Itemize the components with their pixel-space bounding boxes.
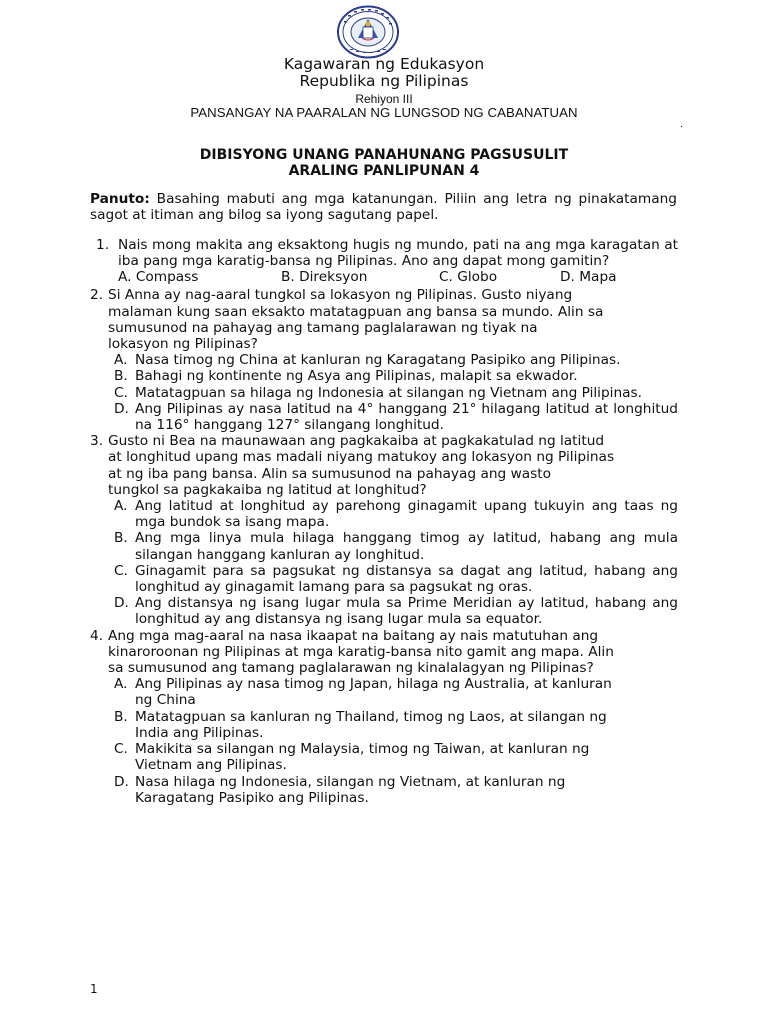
choice-b (90, 709, 678, 741)
question-1 (90, 237, 678, 285)
region-name: Rehiyon III (355, 92, 413, 106)
question-line: tungkol sa pagkakaiba ng latitud at longhitud? (108, 481, 427, 498)
choice-text: Ang distansya ng isang lugar mula sa Prime Meridian ay latitud, habang ang longhitud ay ang distansya ng isang lugar mula sa equator. (135, 595, 678, 628)
choice-d (90, 595, 678, 627)
choice-letter: A. (114, 352, 128, 369)
choices-row (118, 269, 678, 285)
instructions (90, 191, 677, 223)
choice-text: Ang Pilipinas ay nasa latitud na 4° hanggang 21° hilagang latitud at longhitud na 116° hanggang 127° silangang longhitud. (135, 400, 678, 434)
choice-line: Karagatang Pasipiko ang Pilipinas. (135, 789, 369, 806)
question-number: 3. (90, 433, 104, 450)
choice-c: C. Globo (439, 269, 498, 286)
choice-c (90, 385, 678, 401)
republic-name: Republika ng Pilipinas (299, 72, 469, 90)
agency-name: Kagawaran ng Edukasyon (283, 55, 485, 73)
question-line: at ng iba pang bansa. Alin sa sumusunod na pahayag ang wasto (108, 465, 552, 482)
choice-letter: A. (114, 498, 128, 515)
question-text (108, 287, 678, 352)
choice-list (90, 352, 678, 433)
question-line: Ang mga mag-aaral na nasa ikaapat na baitang ay nais matutuhan ang (108, 627, 599, 644)
choice-d (90, 401, 678, 433)
choice-line: ng China (135, 692, 196, 709)
question-text: Nais mong makita ang eksaktong hugis ng mundo, pati na ang mga karagatan at iba pang mga karatig-bansa ng Pilipinas. Ano ang dapat mong gamitin? (118, 237, 678, 270)
question-line: sumusunod na pahayag ang tamang paglalarawan ng tiyak na (108, 319, 538, 336)
choice-line: Ang Pilipinas ay nasa timog ng Japan, hilaga ng Australia, at kanluran (135, 676, 612, 693)
choice-line: Nasa hilaga ng Indonesia, silangan ng Vietnam, at kanluran ng (135, 773, 566, 790)
choice-letter: C. (114, 741, 128, 758)
choice-letter: D. (114, 773, 129, 790)
question-text (108, 433, 678, 498)
stray-mark: . (680, 119, 684, 130)
question-text (108, 628, 678, 677)
choice-c (90, 563, 678, 595)
choice-d (90, 774, 678, 806)
question-line: Si Anna ay nag-aaral tungkol sa lokasyon ng Pilipinas. Gusto niyang (108, 287, 573, 304)
choice-b: B. Direksyon (281, 269, 368, 286)
choice-letter: C. (114, 562, 128, 579)
question-list (90, 237, 678, 806)
instructions-text: Basahing mabuti ang mga katanungan. Piliin ang letra ng pinakatamang sagot at itiman ang bilog sa iyong sagutang papel. (90, 191, 677, 223)
choice-letter: D. (114, 400, 129, 417)
choice-a (90, 498, 678, 530)
choice-letter: B. (114, 368, 128, 385)
choice-list (90, 676, 678, 806)
question-line: at longhitud upang mas madali niyang matukoy ang lokasyon ng Pilipinas (108, 449, 615, 466)
division-name: PANSANGAY NA PAARALAN NG LUNGSOD NG CABANATUAN (190, 105, 578, 120)
question-2 (90, 287, 678, 433)
choice-letter: D. (114, 595, 129, 612)
choice-text: Ang latitud at longhitud ay parehong ginagamit upang tukuyin ang taas ng mga bundok sa isang mapa. (135, 498, 678, 531)
choice-line: Vietnam ang Pilipinas. (135, 757, 287, 774)
page-number: 1 (90, 982, 98, 996)
choice-letter: B. (114, 530, 128, 547)
choice-line: Matatagpuan sa kanluran ng Thailand, timog ng Laos, at silangan ng (135, 708, 607, 725)
choice-text: Matatagpuan sa hilaga ng Indonesia at silangan ng Vietnam ang Pilipinas. (135, 384, 643, 401)
choice-list (90, 498, 678, 628)
choice-a (90, 676, 678, 708)
question-4 (90, 628, 678, 806)
choice-text: Bahagi ng kontinente ng Asya ang Pilipinas, malapit sa ekwador. (135, 368, 578, 385)
question-number: 4. (90, 627, 104, 644)
deped-seal-logo (336, 5, 400, 59)
choice-c (90, 741, 678, 773)
choice-letter: A. (114, 676, 128, 693)
question-line: Gusto ni Bea na maunawaan ang pagkakaiba at pagkakatulad ng latitud (108, 433, 605, 450)
instructions-label: Panuto: (90, 191, 150, 207)
choice-b (90, 530, 678, 562)
exam-title: DIBISYONG UNANG PANAHUNANG PAGSUSULIT (199, 147, 569, 163)
question-line: kinaroroonan ng Pilipinas at mga karatig-bansa nito gamit ang mapa. Alin (108, 643, 614, 660)
question-number: 1. (96, 237, 110, 253)
choice-text: Ginagamit para sa pagsukat ng distansya sa dagat ang latitud, habang ang longhitud ay ginagamit lamang para sa pagsukat ng oras. (135, 562, 678, 596)
choice-a (90, 352, 678, 368)
question-number: 2. (90, 287, 104, 304)
choice-a: A. Compass (118, 269, 199, 286)
choice-letter: C. (114, 384, 128, 401)
question-line: lokasyon ng Pilipinas? (108, 336, 258, 353)
choice-d: D. Mapa (560, 269, 617, 286)
choice-letter: B. (114, 708, 128, 725)
choice-text: Ang mga linya mula hilaga hanggang timog ay latitud, habang ang mula silangan hanggang kanluran ay longhitud. (135, 530, 678, 563)
exam-subject: ARALING PANLIPUNAN 4 (288, 163, 480, 179)
choice-b (90, 368, 678, 384)
choice-line: India ang Pilipinas. (135, 724, 264, 741)
question-line: malaman kung saan eksakto matatagpuan ang bansa sa mundo. Alin sa (108, 303, 604, 320)
question-3 (90, 433, 678, 627)
choice-line: Makikita sa silangan ng Malaysia, timog ng Taiwan, at kanluran ng (135, 741, 590, 758)
question-line: sa sumusunod ang tamang paglalarawan ng kinalalagyan ng Pilipinas? (108, 660, 594, 677)
choice-text: Nasa timog ng China at kanluran ng Karagatang Pasipiko ang Pilipinas. (135, 352, 621, 369)
